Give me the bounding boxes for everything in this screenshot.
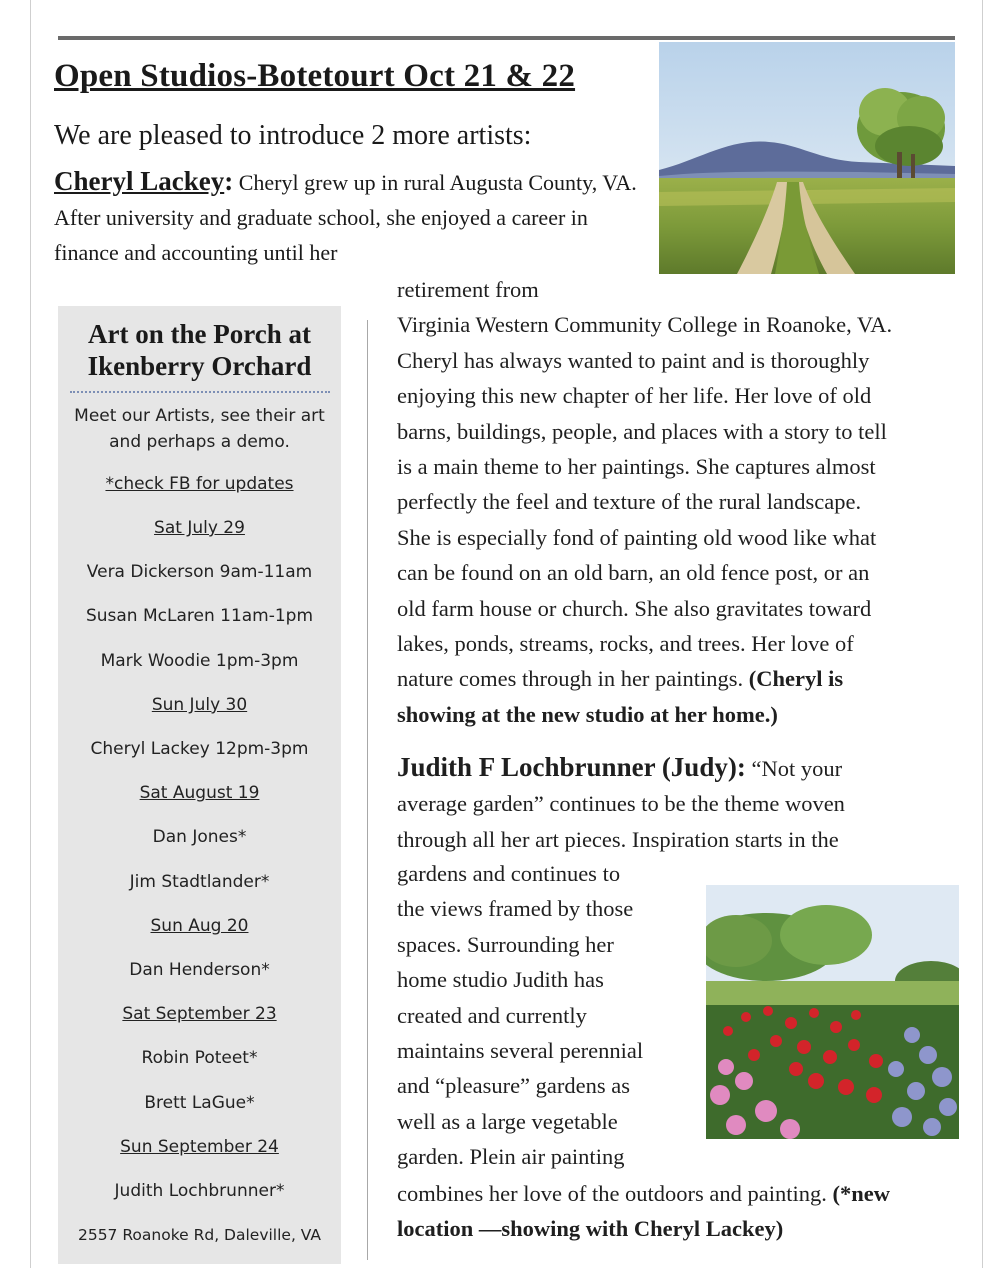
paragraph-line: barns, buildings, people, and places with a story to tell: [397, 418, 887, 444]
schedule-artist: Dan Jones*: [152, 827, 247, 848]
schedule-artist: Dan Henderson*: [129, 960, 270, 980]
paragraph-line: created and currently: [397, 1002, 587, 1028]
cheryl-paragraph-line: [397, 661, 972, 696]
paragraph-line: is a main theme to her paintings. She captures almost: [397, 454, 876, 480]
paragraph-line: Virginia Western Community College in Roanoke, VA.: [397, 312, 893, 338]
judith-location-note-cont: location —showing with Cheryl Lackey): [397, 1216, 784, 1242]
schedule-artist: Brett LaGue*: [144, 1092, 255, 1113]
judith-wide-lines: [397, 786, 982, 857]
schedule-artist: Judith Lochbrunner*: [114, 1181, 285, 1201]
column-divider: [367, 320, 368, 1260]
schedule-artist: Cheryl Lackey 12pm-3pm: [90, 739, 309, 759]
cheryl-closing-text: nature comes through in her paintings.: [397, 666, 749, 692]
paragraph-line: well as a large vegetable: [397, 1108, 618, 1134]
judith-paragraph-wide: [397, 750, 982, 857]
schedule-artist: Jim Stadtlander*: [129, 871, 270, 892]
cheryl-intro-text: Cheryl grew up in rural Augusta County, VA. After university and graduate school, she enjoyed a career in finance and accounting until her: [54, 170, 637, 265]
schedule-artist: Robin Poteet*: [141, 1048, 258, 1069]
judith-paragraph-line: [397, 1211, 982, 1246]
sidebar-title-line1: Art on the Porch at: [88, 319, 311, 349]
paragraph-line: through all her art pieces. Inspiration starts in the: [397, 826, 839, 852]
paragraph-line: perfectly the feel and texture of the rural landscape.: [397, 489, 862, 515]
landscape-painting: [659, 42, 955, 274]
schedule-artist: Susan McLaren 11am-1pm: [85, 606, 314, 627]
intro-text: We are pleased to introduce 2 more artists:: [54, 120, 532, 151]
page-edge-left: [30, 0, 31, 1268]
paragraph-line: and “pleasure” gardens as: [397, 1073, 631, 1099]
paragraph-line: She is especially fond of painting old wood like what: [397, 524, 877, 550]
sidebar-intro: Meet our Artists, see their art and perhaps a demo.: [74, 406, 325, 452]
judith-paragraph-narrow: [397, 856, 697, 1175]
paragraph-line: gardens and continues to: [397, 861, 621, 886]
paragraph-line: old farm house or church. She also gravitates toward: [397, 595, 872, 621]
judith-tail-text: combines her love of the outdoors and painting.: [397, 1181, 833, 1206]
paragraph-line: lakes, ponds, streams, rocks, and trees. Her love of: [397, 631, 854, 657]
sidebar-address: 2557 Roanoke Rd, Daleville, VA: [77, 1226, 322, 1244]
cheryl-showing-note: (Cheryl is: [748, 666, 844, 692]
sidebar-divider: [70, 391, 330, 393]
schedule-date: Sat September 23: [122, 1004, 277, 1025]
judith-paragraph-tail: [397, 1176, 982, 1247]
schedule-artist: Mark Woodie 1pm-3pm: [100, 650, 299, 671]
sidebar-check-fb-link[interactable]: *check FB for updates: [105, 474, 294, 494]
schedule-date: Sun Aug 20: [150, 915, 249, 936]
cheryl-showing-note-cont: showing at the new studio at her home.): [397, 701, 778, 727]
paragraph-line: garden. Plein air painting: [397, 1144, 625, 1170]
paragraph-line: retirement from: [397, 277, 539, 302]
sidebar-title: [58, 318, 341, 382]
paragraph-line: home studio Judith has: [397, 967, 604, 993]
cheryl-paragraph-lines: [397, 272, 972, 661]
garden-painting: [706, 885, 959, 1139]
sidebar-title-line2: Ikenberry Orchard: [87, 351, 312, 381]
schedule-date: Sat August 19: [139, 783, 260, 804]
page-edge-right: [982, 0, 983, 1268]
judith-quote-start: “Not your: [751, 756, 843, 781]
cheryl-paragraph-continued: [397, 272, 972, 732]
paragraph-line: Cheryl has always wanted to paint and is thoroughly: [397, 347, 870, 373]
judith-name: Judith F Lochbrunner (Judy):: [397, 752, 746, 782]
paragraph-line: enjoying this new chapter of her life. Her love of old: [397, 383, 872, 409]
cheryl-paragraph-intro: [54, 164, 644, 270]
schedule-date: Sun September 24: [120, 1136, 279, 1157]
page-title: Open Studios-Botetourt Oct 21 & 22: [54, 58, 576, 94]
paragraph-line: average garden” continues to be the theme woven: [397, 791, 845, 817]
schedule-date: Sat July 29: [154, 518, 245, 538]
paragraph-line: can be found on an old barn, an old fence post, or an: [397, 560, 870, 586]
cheryl-name-colon: :: [224, 166, 234, 196]
judith-paragraph-line: [397, 1176, 982, 1211]
judith-paragraph-line: [397, 750, 982, 786]
paragraph-line: maintains several perennial: [397, 1038, 644, 1064]
paragraph-line: spaces. Surrounding her: [397, 931, 614, 957]
paragraph-line: the views framed by those: [397, 896, 634, 922]
cheryl-paragraph-line: [397, 697, 972, 732]
schedule-date: Sun July 30: [151, 694, 248, 715]
judith-location-note: (*new: [832, 1181, 891, 1206]
schedule-artist: Vera Dickerson 9am-11am: [86, 562, 313, 583]
cheryl-name: Cheryl Lackey: [54, 166, 225, 196]
top-rule: [58, 36, 955, 40]
event-sidebar: [58, 306, 341, 1264]
